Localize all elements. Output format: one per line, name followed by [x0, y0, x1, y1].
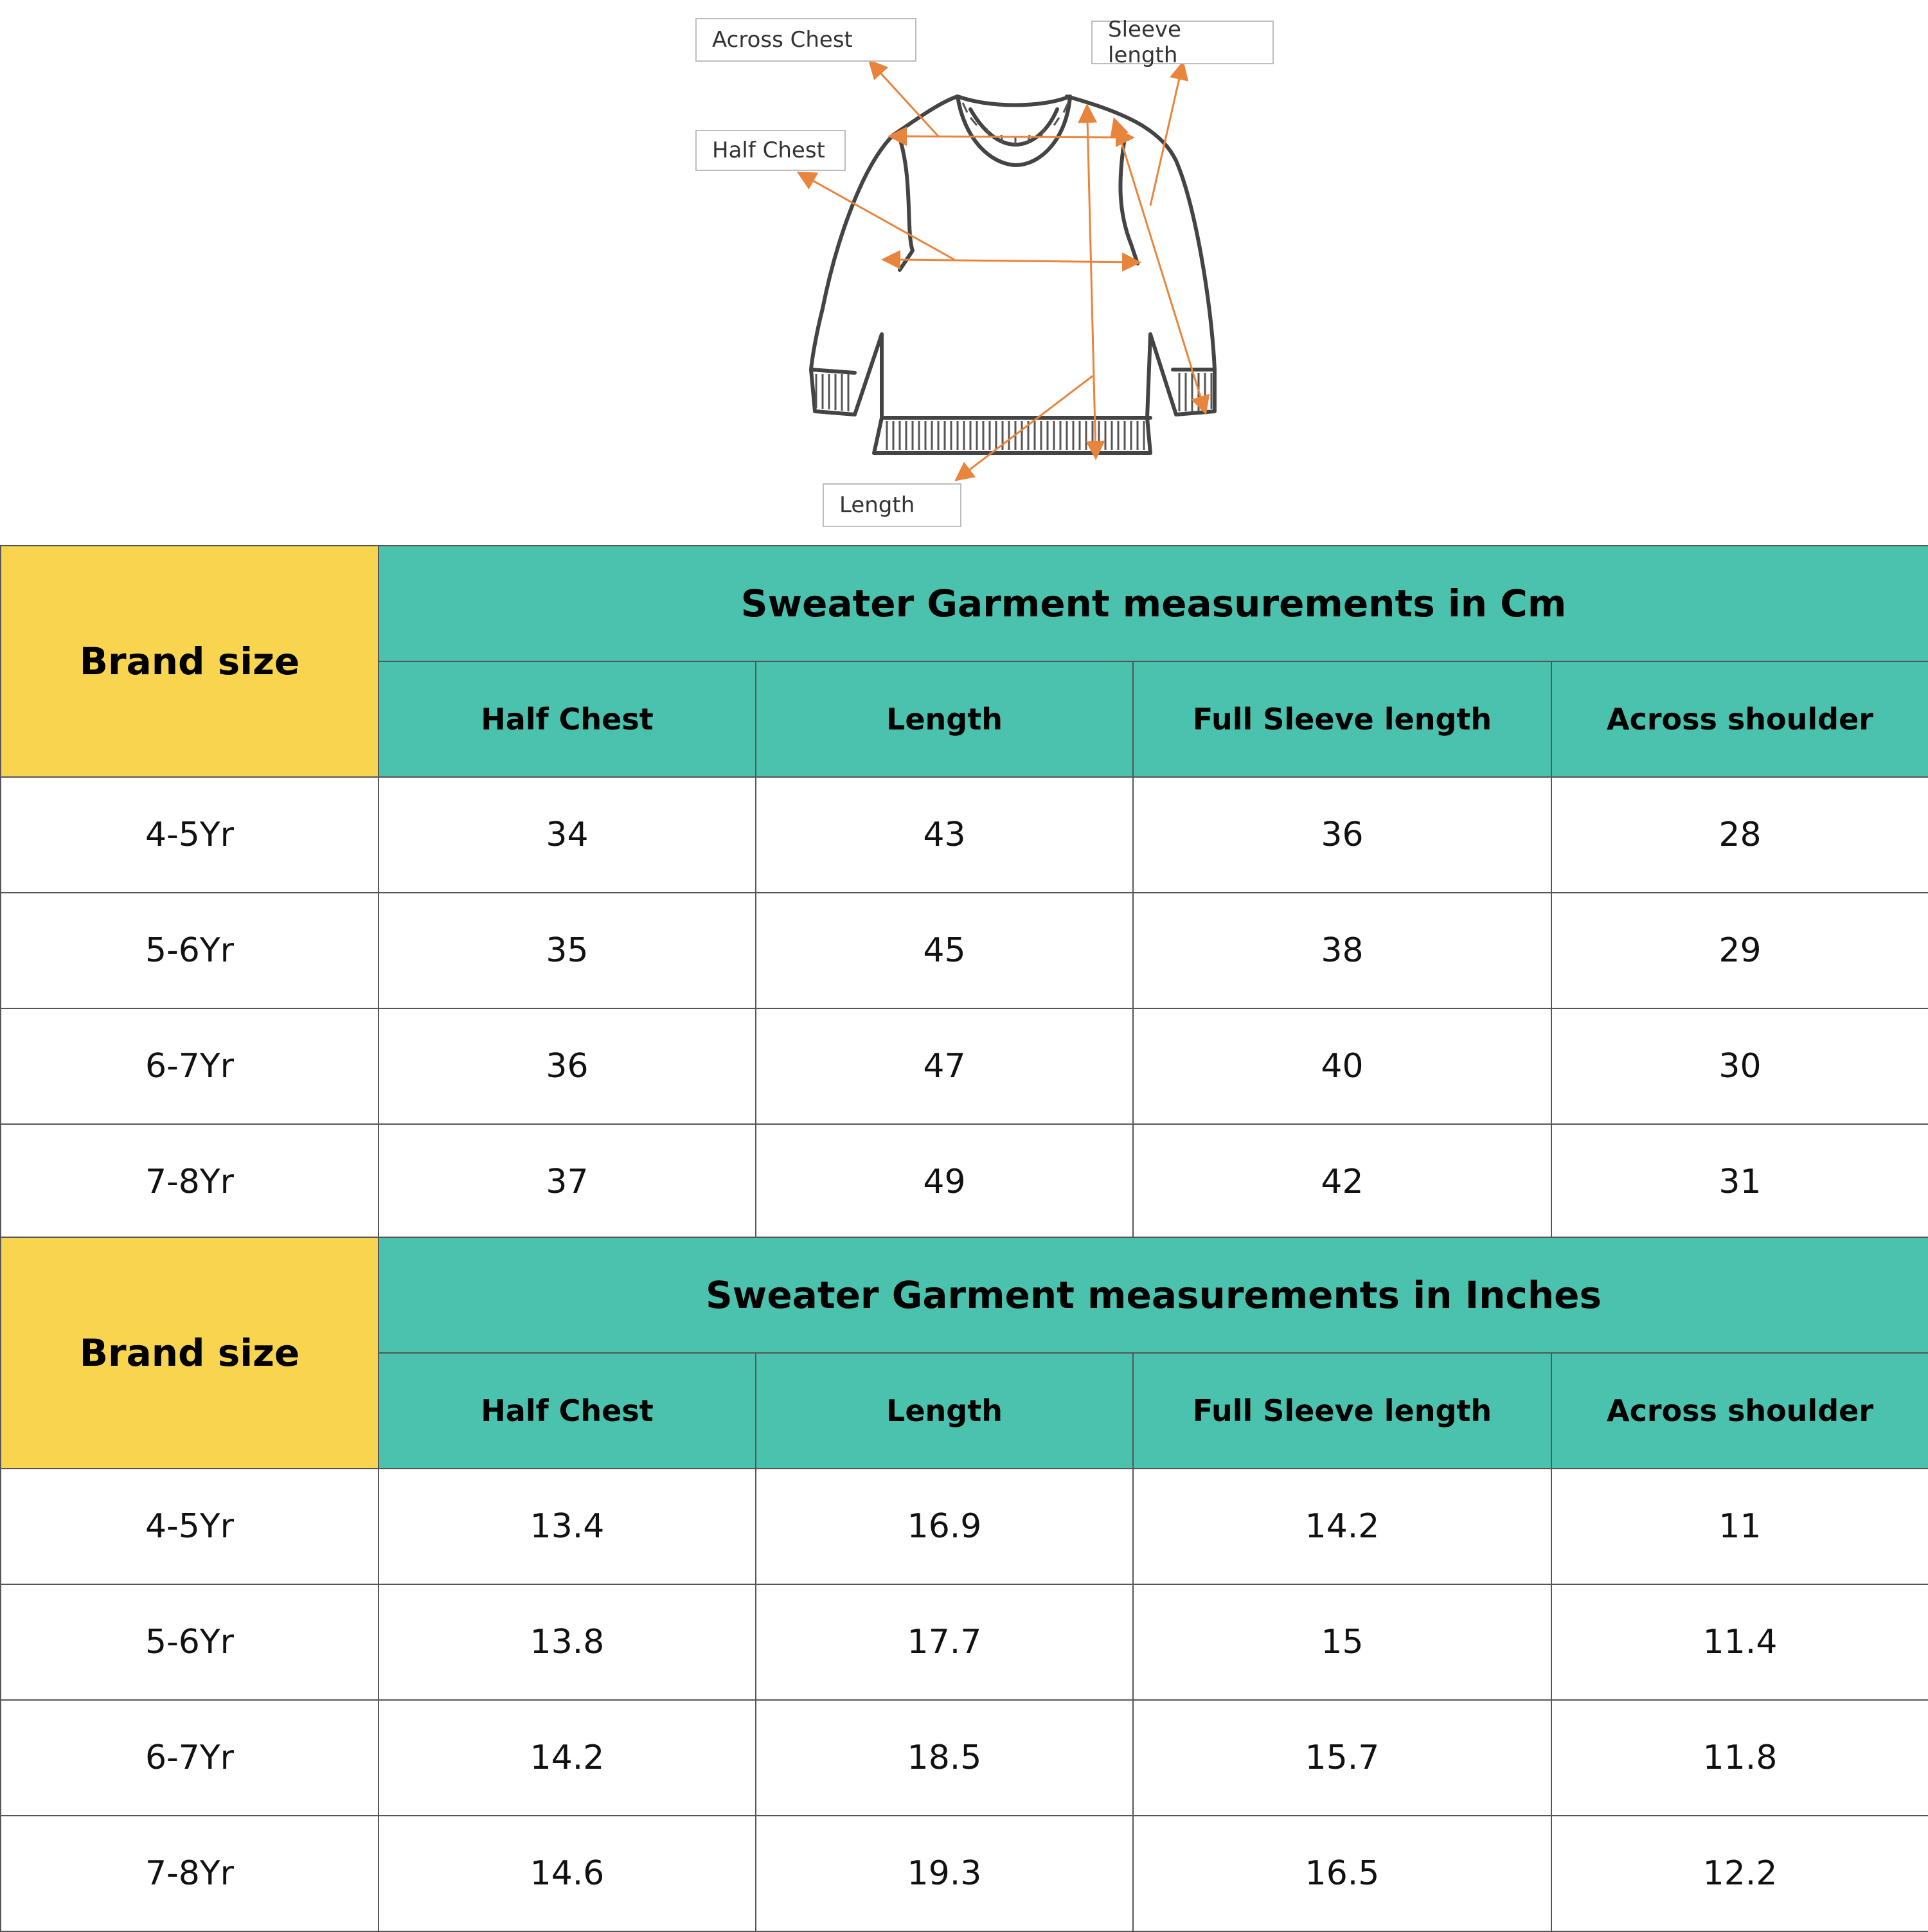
length-cell: 45 — [756, 893, 1133, 1008]
across-shoulder-cell: 11.8 — [1551, 1700, 1928, 1816]
size-cell: 5-6Yr — [1, 893, 379, 1008]
half-chest-cell: 13.4 — [379, 1469, 756, 1584]
size-cell: 7-8Yr — [1, 1124, 379, 1240]
sleeve-length-cell: 14.2 — [1133, 1469, 1551, 1584]
column-header-across-shoulder: Across shoulder — [1551, 661, 1928, 777]
table-title: Sweater Garment measurements in Inches — [379, 1237, 1928, 1353]
column-header-full-sleeve-length: Full Sleeve length — [1133, 1353, 1551, 1469]
half-chest-cell: 14.2 — [379, 1700, 756, 1816]
size-cell: 6-7Yr — [1, 1700, 379, 1816]
column-header-across-shoulder: Across shoulder — [1551, 1353, 1928, 1469]
size-cell: 7-8Yr — [1, 1816, 379, 1931]
size-cell: 5-6Yr — [1, 1584, 379, 1700]
brand-size-header: Brand size — [1, 1237, 379, 1469]
across-shoulder-cell: 12.2 — [1551, 1816, 1928, 1931]
across-shoulder-cell: 28 — [1551, 777, 1928, 893]
brand-size-header: Brand size — [1, 546, 379, 777]
table-row — [1, 1700, 1928, 1816]
length-cell: 19.3 — [756, 1816, 1133, 1931]
sweater-outline — [811, 96, 1215, 453]
length-cell: 18.5 — [756, 1700, 1133, 1816]
table-row — [1, 1584, 1928, 1700]
length-cell: 49 — [756, 1124, 1133, 1240]
table-row — [1, 893, 1928, 1008]
sleeve-length-cell: 40 — [1133, 1008, 1551, 1124]
across-shoulder-cell: 30 — [1551, 1008, 1928, 1124]
length-cell: 43 — [756, 777, 1133, 893]
column-header-half-chest: Half Chest — [379, 1353, 756, 1469]
sleeve-length-cell: 15 — [1133, 1584, 1551, 1700]
table-row — [1, 1124, 1928, 1240]
half-chest-cell: 14.6 — [379, 1816, 756, 1931]
column-header-length: Length — [756, 661, 1133, 777]
size-table-cm — [0, 545, 1928, 1240]
sleeve-length-cell: 42 — [1133, 1124, 1551, 1240]
table-row — [1, 1816, 1928, 1931]
across-shoulder-cell: 11.4 — [1551, 1584, 1928, 1700]
size-cell: 6-7Yr — [1, 1008, 379, 1124]
table-row — [1, 1469, 1928, 1584]
label-across-chest: Across Chest — [695, 18, 916, 62]
half-chest-cell: 34 — [379, 777, 756, 893]
label-sleeve-length: Sleeve length — [1091, 21, 1274, 64]
length-cell: 17.7 — [756, 1584, 1133, 1700]
across-shoulder-cell: 31 — [1551, 1124, 1928, 1240]
sleeve-length-cell: 38 — [1133, 893, 1551, 1008]
sweater-illustration — [0, 0, 1928, 544]
length-cell: 47 — [756, 1008, 1133, 1124]
size-cell: 4-5Yr — [1, 1469, 379, 1584]
measurement-diagram — [0, 0, 1928, 544]
table-title: Sweater Garment measurements in Cm — [379, 546, 1928, 661]
table-row — [1, 1008, 1928, 1124]
half-chest-cell: 36 — [379, 1008, 756, 1124]
table-row — [1, 777, 1928, 893]
column-header-full-sleeve-length: Full Sleeve length — [1133, 661, 1551, 777]
label-length: Length — [823, 483, 961, 527]
across-shoulder-cell: 29 — [1551, 893, 1928, 1008]
sleeve-length-cell: 16.5 — [1133, 1816, 1551, 1931]
length-cell: 16.9 — [756, 1469, 1133, 1584]
size-table-inches — [0, 1237, 1928, 1932]
half-chest-cell: 13.8 — [379, 1584, 756, 1700]
column-header-half-chest: Half Chest — [379, 661, 756, 777]
column-header-length: Length — [756, 1353, 1133, 1469]
label-half-chest: Half Chest — [695, 130, 846, 171]
across-shoulder-cell: 11 — [1551, 1469, 1928, 1584]
half-chest-cell: 37 — [379, 1124, 756, 1240]
sleeve-length-cell: 36 — [1133, 777, 1551, 893]
sleeve-length-cell: 15.7 — [1133, 1700, 1551, 1816]
half-chest-cell: 35 — [379, 893, 756, 1008]
size-cell: 4-5Yr — [1, 777, 379, 893]
